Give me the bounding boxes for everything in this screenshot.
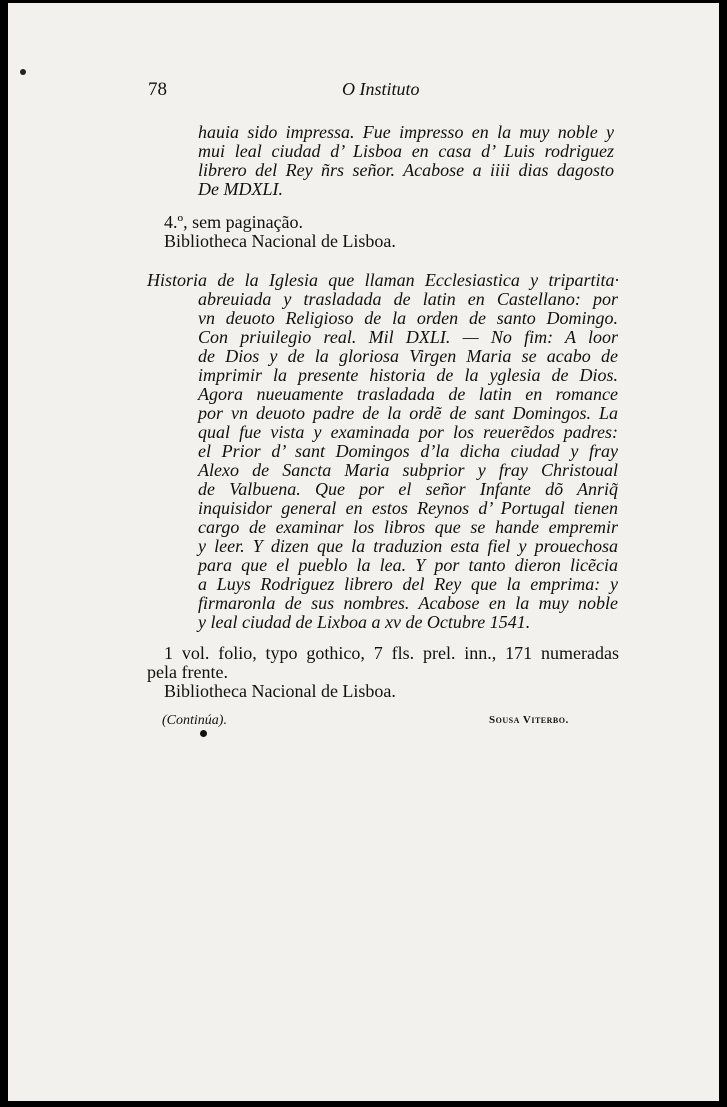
entry2-line: a Luys Rodriguez librero del Rey que la emprima: y [198, 574, 618, 594]
entry2-desc-line2: pela frente. [147, 662, 228, 682]
entry2-line: imprimir la presente historia de la yglesia de Dios. [198, 365, 618, 385]
entry1-line: librero del Rey ñrs señor. Acabose a iiii dias dagosto [198, 160, 614, 180]
entry2-desc-line1: 1 vol. folio, typo gothico, 7 fls. prel. inn., 171 numeradas [164, 643, 619, 663]
entry1-format-text: 4.º, sem paginação. [164, 212, 304, 232]
entry2-library [164, 682, 396, 701]
entry1-line: De MDXLI. [198, 179, 283, 199]
entry2-body [198, 290, 618, 632]
entry2-line: Agora nueuamente trasladada de latin en romance [198, 384, 618, 404]
entry2-description [147, 644, 619, 682]
entry2-line: por vn deuoto padre de la ordẽ de sant Domingos. La [198, 403, 618, 423]
entry1-line: mui leal ciudad d’ Lisboa en casa d’ Luis rodriguez [198, 141, 614, 161]
page-number: 78 [148, 79, 167, 100]
page-header [8, 79, 719, 103]
ink-dot [200, 730, 207, 737]
entry1-line: hauia sido impressa. Fue impresso en la muy noble y [198, 122, 614, 142]
entry2-line: qual fue vista y examinada por los reuerẽdos padres: [198, 422, 618, 442]
entry2-line: de Dios y de la gloriosa Virgen Maria se acabo de [198, 346, 618, 366]
entry2-heading [147, 271, 619, 290]
entry1-title-continuation [198, 123, 614, 199]
print-speck [20, 69, 26, 75]
entry2-line: firmaronla de sus nombres. Acabose en la muy noble [198, 593, 618, 613]
entry2-line: cargo de examinar los libros que se hande empremir [198, 517, 618, 537]
entry1-library [164, 232, 396, 251]
entry2-line: vn deuoto Religioso de la orden de santo Domingo. [198, 308, 618, 328]
entry1-library-text: Bibliotheca Nacional de Lisboa. [164, 231, 396, 251]
entry2-line: de Valbuena. Que por el señor Infante dõ Anriq̃ [198, 479, 618, 499]
entry2-library-text: Bibliotheca Nacional de Lisboa. [164, 681, 396, 701]
entry2-line: el Prior d’ sant Domingos d’la dicha ciudad y fray [198, 441, 618, 461]
author-signature: Sousa Viterbo. [489, 714, 569, 726]
entry2-line: Con priuilegio real. Mil DXLI. — No fim: A loor [198, 327, 618, 347]
entry2-line: y leer. Y dizen que la traduzion esta fiel y prouechosa [198, 536, 618, 556]
entry2-first-line: Historia de la Iglesia que llaman Ecclesiastica y tripartita· [147, 270, 619, 290]
entry2-line: abreuiada y trasladada de latin en Castellano: por [198, 289, 618, 309]
entry2-line: inquisidor general en estos Reynos d’ Portugal tienen [198, 498, 618, 518]
running-title: O Instituto [342, 79, 420, 99]
continued-note: (Continúa). [162, 713, 227, 728]
entry2-line: Alexo de Sancta Maria subprior y fray Christoual [198, 460, 618, 480]
entry2-line: y leal ciudad de Lixboa a xv de Octubre 1541. [198, 612, 531, 632]
entry2-line: para que el pueblo la lea. Y por tanto dieron licẽcia [198, 555, 618, 575]
document-page [8, 3, 719, 1101]
entry1-format [164, 213, 303, 232]
